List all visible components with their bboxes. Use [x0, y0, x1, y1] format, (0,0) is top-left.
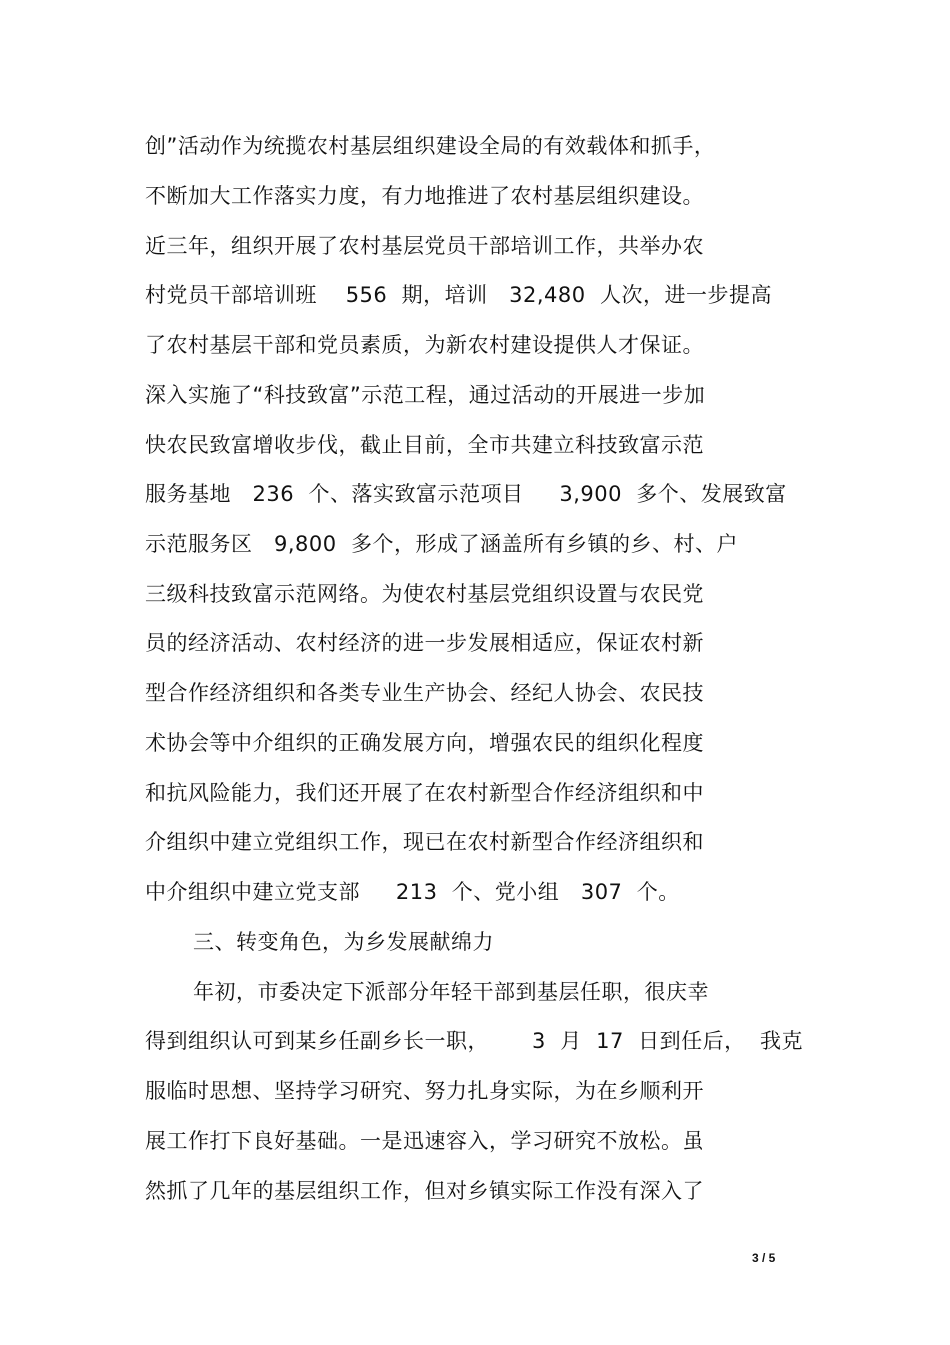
text-line: 术协会等中介组织的正确发展方向，增强农民的组织化程度: [145, 731, 704, 755]
paragraph-start: 年初，市委决定下派部分年轻干部到基层任职，很庆幸: [193, 980, 709, 1004]
text-line: 村党员干部培训班 556 期，培训 32,480 人次，进一步提高: [145, 283, 772, 307]
text-line: 服务基地 236 个、落实致富示范项目 3,900 多个、发展致富: [145, 482, 787, 506]
text-line: 得到组织认可到某乡任副乡长一职， 3 月 17 日到任后， 我克: [145, 1029, 804, 1053]
text-line: 然抓了几年的基层组织工作，但对乡镇实际工作没有深入了: [145, 1179, 704, 1203]
text-line: 了农村基层干部和党员素质，为新农村建设提供人才保证。: [145, 333, 704, 357]
text-line: 展工作打下良好基础。一是迅速容入，学习研究不放松。虽: [145, 1129, 704, 1153]
text-line: 服临时思想、坚持学习研究、努力扎身实际，为在乡顺利开: [145, 1079, 704, 1103]
text-line: 示范服务区 9,800 多个，形成了涵盖所有乡镇的乡、村、户: [145, 532, 738, 556]
text-line: 员的经济活动、农村经济的进一步发展相适应，保证农村新: [145, 631, 704, 655]
text-line: 中介组织中建立党支部 213 个、党小组 307 个。: [145, 880, 680, 904]
text-line: 型合作经济组织和各类专业生产协会、经纪人协会、农民技: [145, 681, 704, 705]
text-line: 和抗风险能力，我们还开展了在农村新型合作经济组织和中: [145, 781, 704, 805]
text-line: 创”活动作为统揽农村基层组织建设全局的有效载体和抓手，: [145, 134, 716, 158]
text-line: 不断加大工作落实力度，有力地推进了农村基层组织建设。: [145, 184, 704, 208]
text-line: 近三年，组织开展了农村基层党员干部培训工作，共举办农: [145, 234, 704, 258]
text-line: 三级科技致富示范网络。为使农村基层党组织设置与农民党: [145, 582, 704, 606]
section-heading: 三、转变角色，为乡发展献绵力: [193, 930, 494, 954]
page-number: 3 / 5: [752, 1251, 776, 1265]
text-line: 快农民致富增收步伐，截止目前，全市共建立科技致富示范: [145, 433, 704, 457]
text-line: 介组织中建立党组织工作，现已在农村新型合作经济组织和: [145, 830, 704, 854]
text-line: 深入实施了“科技致富”示范工程，通过活动的开展进一步加: [145, 383, 706, 407]
